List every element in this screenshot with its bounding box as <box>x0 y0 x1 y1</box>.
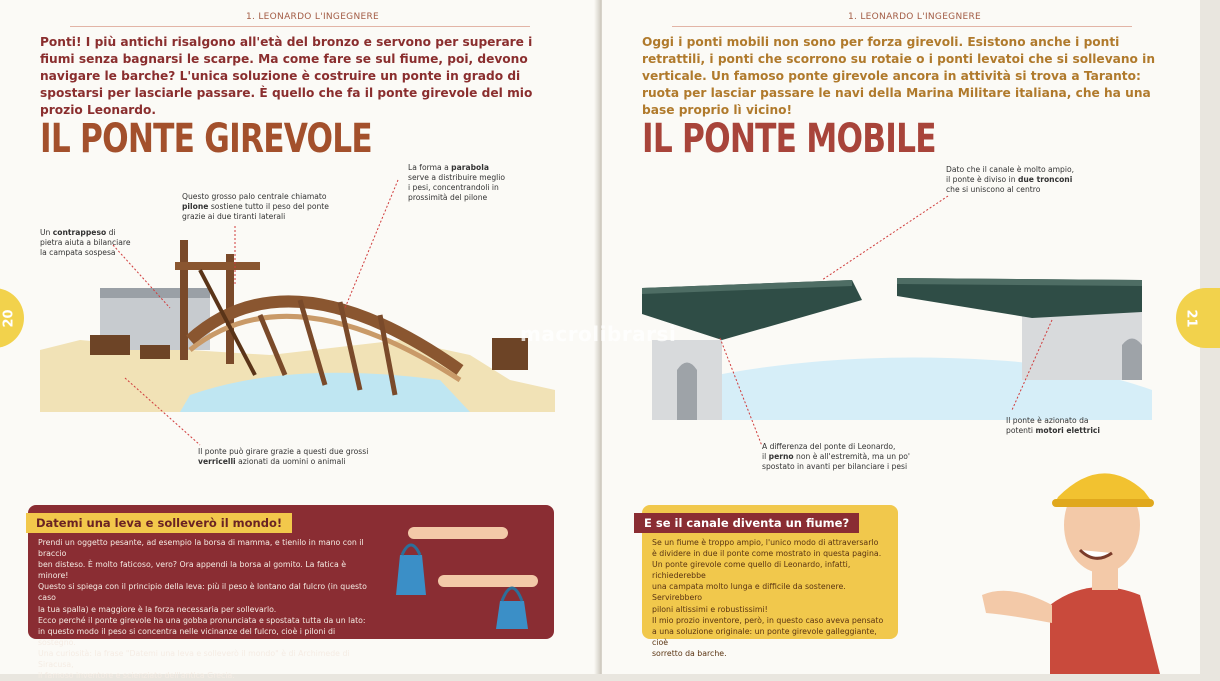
page-title: IL PONTE MOBILE <box>642 116 936 162</box>
page-number-tab <box>1176 288 1220 348</box>
running-head: 1. LEONARDO L'INGEGNERE <box>848 12 982 22</box>
annotation-parabola: La forma a parabola serve a distribuire meglio i pesi, concentrandoli in prossimità del pilone <box>408 163 506 202</box>
engineer-character-illustration <box>980 455 1180 674</box>
winch-right <box>140 345 170 359</box>
hanging-bag-elbow <box>496 601 528 629</box>
river-box-text: Se un fiume è troppo ampio, l'unico modo di attraversarlo è dividere in due il ponte come mostrato in questa pagina. Un ponte girevole come quello di Leonardo, infatti, richiederebbe una campata molto lunga e difficile da sostenere. Servirebbero piloni altissimi e robustissimi! Il mio prozio inventore, però, in questo caso aveva pensato a una soluzione originale: un ponte girevole galleggiante, cioè sorretto da barche. <box>652 538 884 658</box>
engineer-hand <box>982 591 1052 623</box>
page-title: IL PONTE GIREVOLE <box>40 116 372 162</box>
arm-and-bag-illustration <box>388 515 548 633</box>
river-info-box <box>642 505 898 658</box>
page-number-tab <box>0 288 24 348</box>
river-box-title: E se il canale diventa un fiume? <box>634 513 859 533</box>
running-head: 1. LEONARDO L'INGEGNERE <box>246 12 380 22</box>
lever-box-text: Prendi un oggetto pesante, ad esempio la borsa di mamma, e tienilo in mano con il braccio ben disteso. È molto faticoso, vero? Ora appendi la borsa al gomito. La fatica è minore! Questo si spiega con il principio della leva: più il peso è lontano dal fulcro (in questo caso la tua spalla) e maggiore è la forza necessaria per sollevarlo. Ecco perché il ponte girevole ha una gobba pronunciata e spostata tutta da un lato: in questo modo il peso si concentra nelle vicinanze del fulcro, cioè i piloni di sostegno. Una curiosità: la frase "Datemi una leva e solleverò il mondo" è di Archimede di Siracusa, il famoso inventore e scienziato dell'antica Grecia. <box>38 538 367 681</box>
running-head-rule <box>672 26 1132 27</box>
annotation-two-sections: Dato che il canale è molto ampio, il ponte è diviso in due tronconi che si uniscono al centro <box>946 165 1075 194</box>
annotation-motors: Il ponte è azionato da potenti motori elettrici <box>1006 416 1101 435</box>
bent-arm <box>438 575 538 587</box>
winch-left <box>90 335 130 355</box>
hanging-bag-hand <box>396 555 426 595</box>
annotation-winches: Il ponte può girare grazie a questi due grossi verricelli azionati da uomini o animali <box>198 447 369 466</box>
intro-text: Oggi i ponti mobili non sono per forza girevoli. Esistono anche i ponti retrattili, i ponti che scorrono su rotaie o i ponti levatoi che si sollevano in verticale. Un famoso ponte girevole ancora in attività si trova a Taranto: ruota per lasciar passare le navi della Marina Militare italiana, che ha una base proprio lì vicino! <box>642 35 1156 117</box>
extended-arm <box>408 527 508 539</box>
watermark-logo: macrolibrarsi <box>520 322 677 346</box>
left-page <box>0 0 598 681</box>
lever-box-title: Datemi una leva e solleverò il mondo! <box>26 513 292 533</box>
right-page <box>602 0 1200 674</box>
running-head-rule <box>70 26 530 27</box>
pylon <box>180 240 188 360</box>
annotation-counterweight: Un contrappeso di pietra aiuta a bilanciare la campata sospesa <box>40 228 131 257</box>
modern-bridge-illustration <box>632 240 1152 430</box>
annotation-pylon: Questo grosso palo centrale chiamato pilone sostiene tutto il peso del ponte grazie ai due tiranti laterali <box>182 192 329 221</box>
annotation-pivot: A differenza del ponte di Leonardo, il perno non è all'estremità, ma un po' spostato in avanti per bilanciare i pesi <box>762 442 911 471</box>
engineer-shirt <box>1050 587 1160 674</box>
page-number: 21 <box>1183 308 1199 328</box>
intro-text: Ponti! I più antichi risalgono all'età del bronzo e servono per superare i fiumi senza bagnarsi le scarpe. Ma come fare se sul fiume, poi, devono navigare le barche? L'unica soluzione è costruire un ponte in grado di spostarsi per lasciarle passare. È quello che fa il ponte girevole del mio prozio Leonardo. <box>40 35 533 117</box>
page-number: 20 <box>1 308 17 328</box>
lever-info-box <box>28 505 554 681</box>
